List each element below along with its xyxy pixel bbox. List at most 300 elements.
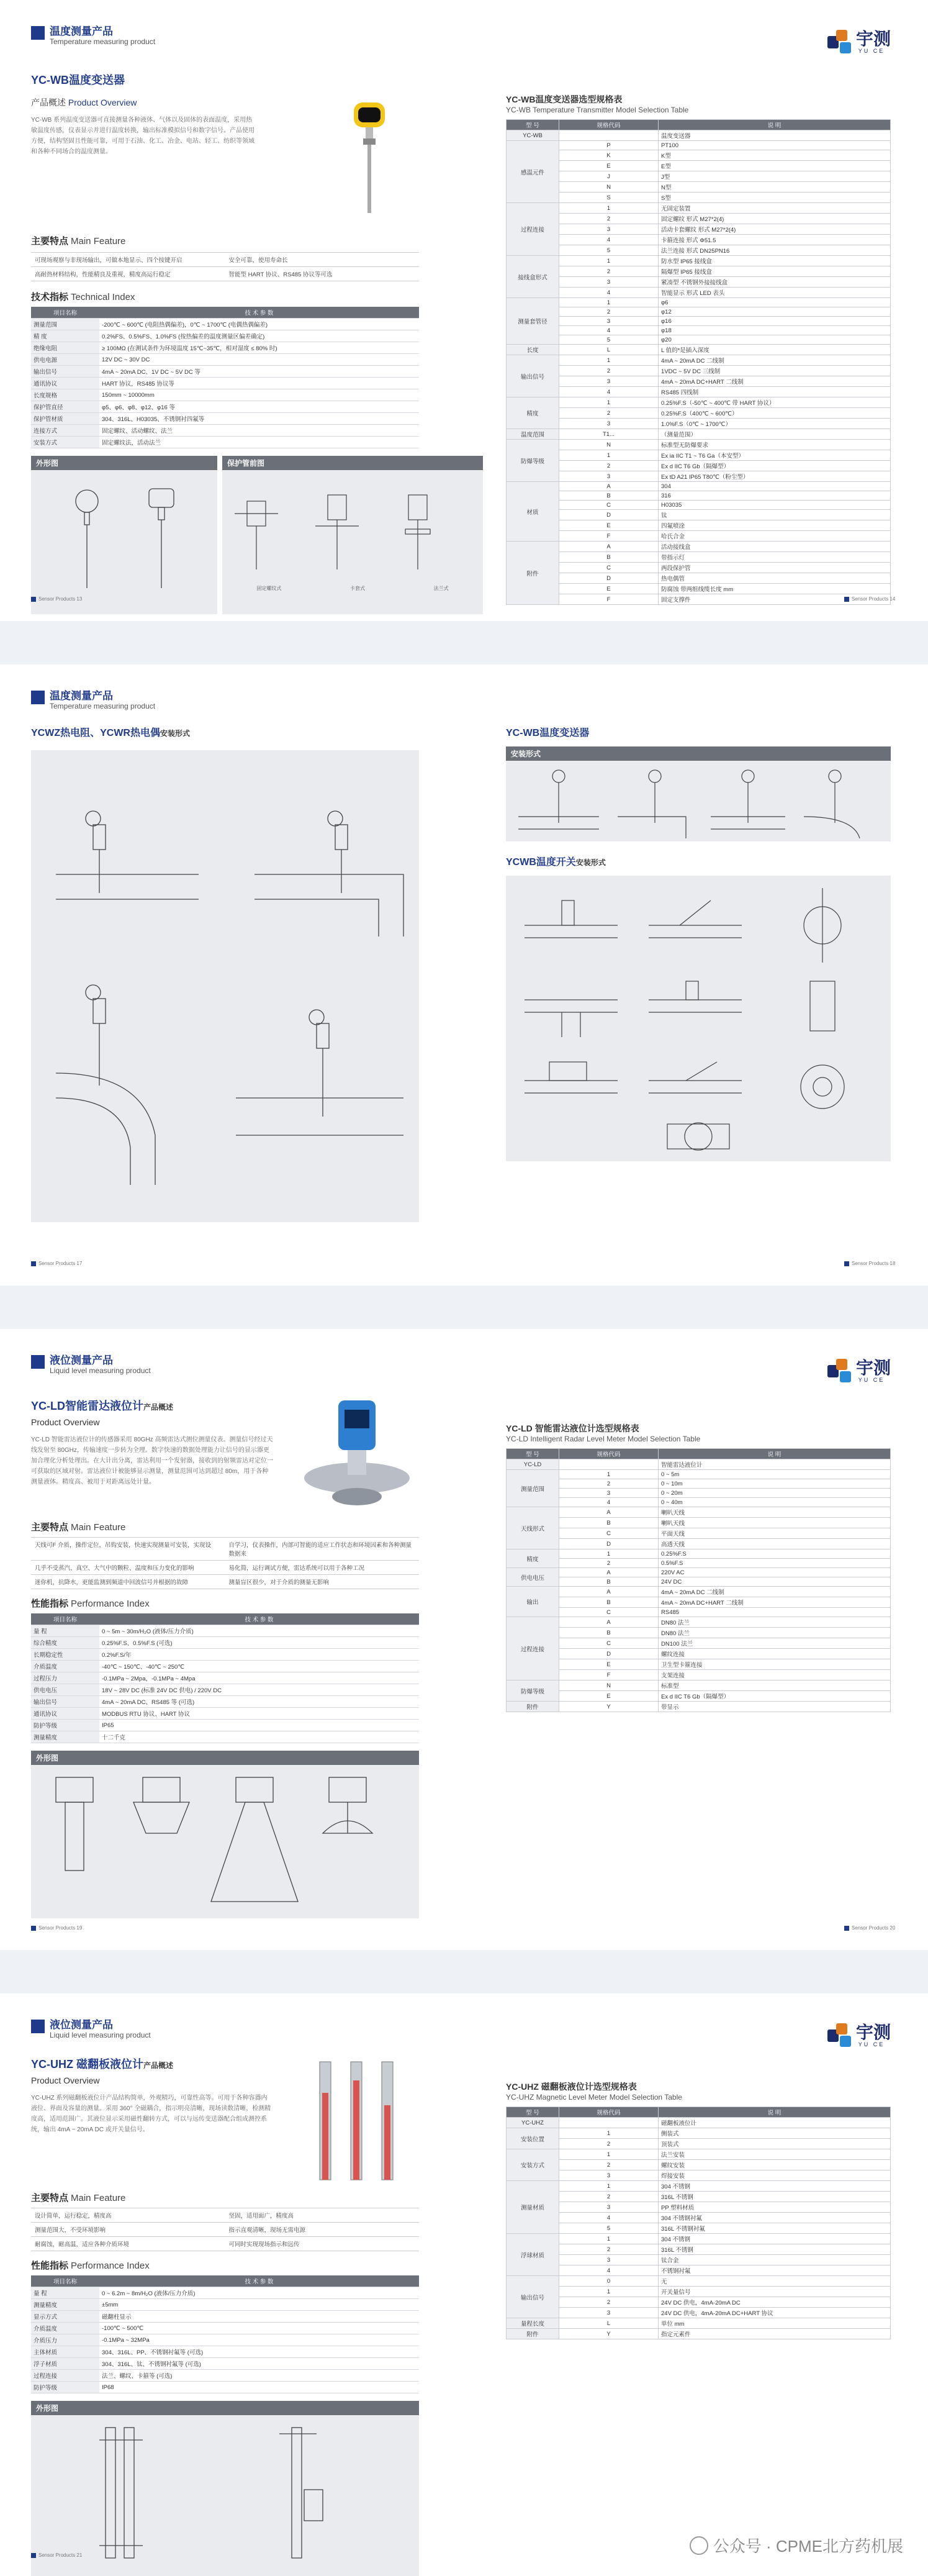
tech-value: 150mm ~ 10000mm — [99, 389, 419, 401]
selection-code: D — [559, 1649, 659, 1659]
drawing-title: 外形图 — [31, 2401, 419, 2415]
selection-desc: 卫生型卡箍连接 — [659, 1659, 891, 1670]
selection-desc: Ex d IIC T6 Gb（隔爆型） — [659, 1691, 891, 1702]
selection-desc: RS485 — [659, 1608, 891, 1617]
features-en: Main Feature — [71, 1522, 126, 1533]
selection-row — [507, 366, 891, 376]
selection-desc: 24V DC 供电，4mA-20mA DC+HART 协议 — [659, 2308, 891, 2318]
selection-group: 测量套管径 — [507, 298, 559, 345]
selection-code: 4 — [559, 1498, 659, 1507]
selection-row — [507, 161, 891, 171]
selection-group: 防爆等级 — [507, 440, 559, 482]
tech-row — [31, 2299, 419, 2311]
selection-desc: 固定螺纹 形式 M27*2(4) — [659, 214, 891, 224]
selection-code: L — [559, 345, 659, 355]
selection-code: 3 — [559, 471, 659, 482]
tech-key: 介质温度 — [31, 1661, 99, 1672]
tech-row — [31, 1731, 419, 1743]
features-en: Main Feature — [71, 2193, 126, 2203]
tech-key: 浮子材质 — [31, 2358, 99, 2370]
selection-desc: 钛 — [659, 510, 891, 520]
selection-group: 量程长度 — [507, 2318, 559, 2329]
selection-desc: 平面天线 — [659, 1528, 891, 1539]
selection-row — [507, 1470, 891, 1479]
tech-row — [31, 319, 419, 330]
selection-code: S — [559, 193, 659, 203]
tech-value: 0 ~ 5m ~ 30m/H₂O (液体/压力介质) — [99, 1625, 419, 1637]
selection-desc: 开关量信号 — [659, 2287, 891, 2297]
product-title: YC-LD智能雷达液位计 — [31, 1400, 143, 1412]
tech-zh: 技术指标 — [31, 292, 69, 302]
selection-code: D — [559, 510, 659, 520]
tech-row — [31, 1696, 419, 1708]
tech-value: -100℃ ~ 500℃ — [99, 2323, 419, 2334]
tech-row — [31, 2323, 419, 2334]
selection-desc: 两段保护管 — [659, 563, 891, 573]
right-column — [506, 2080, 891, 2339]
selection-desc: 带显示 — [659, 1702, 891, 1712]
tech-value: φ5、φ6、φ8、φ12、φ16 等 — [99, 401, 419, 413]
tech-head: 项目名称 — [31, 307, 99, 319]
product-title: YC-WB温度变送器 — [31, 74, 125, 86]
selection-code: 4 — [559, 2265, 659, 2276]
selection-row — [507, 2213, 891, 2223]
tech-key: 主体材质 — [31, 2346, 99, 2358]
selection-row — [507, 552, 891, 563]
left-column — [31, 2056, 419, 2576]
install-title-wb: YC-WB温度变送器 — [506, 728, 590, 738]
selection-row — [507, 214, 891, 224]
performance-table — [31, 2275, 419, 2393]
tech-row — [31, 437, 419, 448]
page-separator — [0, 621, 928, 664]
selection-code: 2 — [559, 1479, 659, 1489]
selection-row — [507, 171, 891, 182]
tech-row — [31, 1720, 419, 1731]
category-bar — [31, 26, 45, 40]
selection-desc: S型 — [659, 193, 891, 203]
selection-desc: 304 — [659, 482, 891, 491]
tech-key: 过程连接 — [31, 2370, 99, 2382]
selection-desc: 316L 不锈钢衬氟 — [659, 2223, 891, 2234]
install-drawing-area — [31, 750, 419, 1222]
drawing-caption: 固定螺纹式 — [256, 586, 282, 591]
selection-row — [507, 266, 891, 277]
selection-group: 测量范围 — [507, 1470, 559, 1507]
selection-row — [507, 1518, 891, 1528]
selection-code: B — [559, 1597, 659, 1608]
selection-code: 3 — [559, 419, 659, 429]
selection-desc: 带指示灯 — [659, 552, 891, 563]
wb-install-area — [506, 761, 891, 841]
selection-desc: 钛合金 — [659, 2255, 891, 2265]
tech-value: IP68 — [99, 2382, 419, 2393]
product-image-magnetic — [295, 2056, 419, 2186]
selection-row — [507, 2192, 891, 2202]
selection-row — [507, 1559, 891, 1568]
brand-logo — [827, 30, 891, 55]
left-column — [31, 725, 419, 1222]
selection-desc: 隔爆型 IP65 接线盒 — [659, 266, 891, 277]
selection-row — [507, 1691, 891, 1702]
selection-code: 4 — [559, 326, 659, 335]
selection-desc: 高透天线 — [659, 1539, 891, 1549]
right-column — [506, 1422, 891, 1712]
selection-desc: 标准型 — [659, 1680, 891, 1691]
perf-en: Performance Index — [71, 1599, 150, 1609]
selection-desc: 卡箍连接 形式 Φ51.5 — [659, 235, 891, 245]
tech-key: 保护管直径 — [31, 401, 99, 413]
selection-desc: 活动接线盒 — [659, 542, 891, 552]
selection-row — [507, 317, 891, 326]
tech-row — [31, 389, 419, 401]
selection-desc: 0 ~ 40m — [659, 1498, 891, 1507]
feature-item: 坚固，适用面广，精度高 — [225, 2208, 420, 2223]
selection-desc: 0 ~ 10m — [659, 1479, 891, 1489]
selection-row — [507, 450, 891, 461]
tech-row — [31, 378, 419, 389]
tech-key: 测量精度 — [31, 1731, 99, 1743]
selection-desc: 活动卡套螺纹 形式 M27*2(4) — [659, 224, 891, 235]
selection-desc: H03035 — [659, 501, 891, 510]
features-zh: 主要特点 — [31, 2193, 69, 2203]
selection-group: 测量材质 — [507, 2181, 559, 2234]
selection-code: 3 — [559, 376, 659, 387]
selection-code: 2 — [559, 266, 659, 277]
selection-row — [507, 2308, 891, 2318]
drawing-caption: 法兰式 — [433, 586, 449, 591]
selection-desc: 指定元素件 — [659, 2329, 891, 2339]
feature-item: 安全可靠，使用寿命长 — [225, 253, 420, 267]
tech-row — [31, 1672, 419, 1684]
tech-key: 绝缘电阻 — [31, 342, 99, 354]
selection-desc: （测量范围） — [659, 429, 891, 440]
selection-code: F — [559, 1670, 659, 1680]
selection-row — [507, 2170, 891, 2181]
selection-code: 3 — [559, 317, 659, 326]
selection-desc: 四氟喷涂 — [659, 520, 891, 531]
tech-row — [31, 342, 419, 354]
selection-row — [507, 235, 891, 245]
perf-zh: 性能指标 — [31, 1599, 69, 1609]
tech-value: 固定螺纹、活动螺纹、法兰 — [99, 425, 419, 437]
selection-desc: 喇叭天线 — [659, 1518, 891, 1528]
selection-desc: φ18 — [659, 326, 891, 335]
selection-table — [506, 1448, 891, 1712]
selection-row — [507, 429, 891, 440]
overview-en: Product Overview — [31, 2075, 100, 2085]
selection-desc: 法兰连接 形式 DN25PN16 — [659, 245, 891, 256]
selection-code: 4 — [559, 2213, 659, 2223]
tech-value: -0.1MPa ~ 32MPa — [99, 2334, 419, 2346]
category-en: Liquid level measuring product — [50, 1366, 151, 1375]
selection-desc: Ex d IIC T6 Gb（隔爆型） — [659, 461, 891, 471]
sel-head: 规格代码 — [559, 120, 659, 130]
drawing-left-title: 外形图 — [31, 456, 217, 470]
selection-row — [507, 419, 891, 429]
install-bar: 安装形式 — [506, 746, 891, 761]
selection-row — [507, 130, 891, 141]
tech-key: 长度规格 — [31, 389, 99, 401]
install-title-suffix: 安装形式 — [160, 729, 191, 738]
selection-desc: 无 — [659, 2276, 891, 2287]
sel-head: 说 明 — [659, 2107, 891, 2118]
selection-row — [507, 491, 891, 501]
right-column — [506, 93, 891, 605]
feature-item: 智能型 HART 协议、RS485 协议等可选 — [225, 267, 420, 281]
tech-row — [31, 413, 419, 425]
overview-text: YC-UHZ 系列磁翻板液位计产品结构简单，外观精巧，可靠性高等。可用于各种容器内液位、界面及容量的测量。采用 360° 全磁耦合，指示明亮清晰，现场读数清晰，检测精度高，适用范围广。其液位显示采用磁性翻转方式，可以与远传变送器配合组成测控系统，输出 4mA ~ 20mA DC 或开关量信号。 — [31, 2095, 271, 2133]
selection-desc: 紧凑型 不锈钢外接接线盒 — [659, 277, 891, 288]
selection-desc: 316L 不锈钢 — [659, 2192, 891, 2202]
install-title-switch-suffix: 安装形式 — [575, 858, 606, 867]
selection-row — [507, 203, 891, 214]
tech-key: 量 程 — [31, 1625, 99, 1637]
tech-value: -200℃ ~ 600℃ (电阻热偶偏差)，0℃ ~ 1700℃ (电偶热偶偏差) — [99, 319, 419, 330]
selection-desc: Ex tD A21 IP65 T80℃（粉尘型） — [659, 471, 891, 482]
selection-desc: 不锈钢衬氟 — [659, 2265, 891, 2276]
category-header — [31, 691, 155, 710]
selection-row — [507, 2234, 891, 2244]
selection-code: 4 — [559, 288, 659, 298]
selection-code: C — [559, 1638, 659, 1649]
tech-head: 技 术 参 数 — [99, 307, 419, 319]
selection-code: 1 — [559, 1549, 659, 1559]
selection-desc: 0 ~ 20m — [659, 1489, 891, 1498]
overview-en: Product Overview — [31, 1417, 100, 1427]
selection-desc: 智能雷达液位计 — [659, 1459, 891, 1470]
selection-row — [507, 1489, 891, 1498]
selection-group: 接线盒形式 — [507, 256, 559, 298]
selection-code: D — [559, 1539, 659, 1549]
selection-code: E — [559, 1659, 659, 1670]
category-en: Temperature measuring product — [50, 37, 156, 46]
selection-code: 4 — [559, 387, 659, 397]
overview-zh: 产品概述 — [31, 98, 66, 107]
tech-value: 0.2%F.S/年 — [99, 1649, 419, 1661]
feature-item: 指示直观清晰，现场无需电源 — [225, 2223, 420, 2237]
features-en: Main Feature — [71, 236, 126, 247]
tech-row — [31, 1684, 419, 1696]
outline-drawing — [31, 2415, 419, 2576]
tech-row — [31, 2311, 419, 2323]
selection-code: T1... — [559, 429, 659, 440]
selection-group: 感温元件 — [507, 141, 559, 203]
selection-title-zh: YC-UHZ 磁翻板液位计选型规格表 — [506, 2082, 637, 2092]
tech-key: 测量范围 — [31, 319, 99, 330]
feature-item: 迷你机，抗降水，更能监测到频道中回波信号并根据的故障 — [31, 1575, 225, 1589]
tech-value: -40℃ ~ 150℃、-40℃ ~ 250℃ — [99, 1661, 419, 1672]
selection-row — [507, 1597, 891, 1608]
selection-code: L — [559, 2318, 659, 2329]
selection-desc: 0.25%F.S — [659, 1549, 891, 1559]
page-separator — [0, 1950, 928, 1993]
selection-row — [507, 2287, 891, 2297]
selection-desc: 顶装式 — [659, 2139, 891, 2149]
selection-code: 2 — [559, 366, 659, 376]
selection-row — [507, 1680, 891, 1691]
tech-value: 十二千克 — [99, 1731, 419, 1743]
selection-desc: J型 — [659, 171, 891, 182]
selection-code: 1 — [559, 203, 659, 214]
tech-head: 项目名称 — [31, 2275, 99, 2287]
page-3 — [0, 1329, 928, 1950]
drawing-outline — [31, 1751, 419, 1918]
selection-group: 输出信号 — [507, 355, 559, 397]
selection-code: 3 — [559, 277, 659, 288]
selection-row — [507, 2244, 891, 2255]
selection-row — [507, 1528, 891, 1539]
selection-row — [507, 542, 891, 552]
selection-code: 2 — [559, 1559, 659, 1568]
selection-desc: 法兰安装 — [659, 2149, 891, 2160]
tech-value: 0.2%FS、0.5%FS、1.0%FS (按热偏差的温度测量区偏差确定) — [99, 330, 419, 342]
selection-code: 3 — [559, 1489, 659, 1498]
logo-icon — [827, 1359, 852, 1384]
product-title-suffix: 产品概述 — [143, 1403, 174, 1412]
selection-code: 5 — [559, 335, 659, 345]
selection-row — [507, 2265, 891, 2276]
selection-row — [507, 245, 891, 256]
feature-item: 自学习，仪表操作，内部可智能的适应工作状态和环境因素和各种测量数据来 — [225, 1538, 420, 1561]
selection-code: 2 — [559, 2160, 659, 2170]
selection-row — [507, 1617, 891, 1628]
selection-row — [507, 2139, 891, 2149]
selection-code: A — [559, 1507, 659, 1518]
selection-code: 1 — [559, 2149, 659, 2160]
drawing-outline — [31, 2401, 419, 2576]
selection-code: A — [559, 1617, 659, 1628]
category-bar — [31, 2020, 45, 2033]
tech-key: 测量精度 — [31, 2299, 99, 2311]
perf-en: Performance Index — [71, 2261, 150, 2271]
selection-row — [507, 471, 891, 482]
tech-value: 4mA ~ 20mA DC、1V DC ~ 5V DC 等 — [99, 366, 419, 378]
product-title-suffix: 产品概述 — [143, 2061, 174, 2070]
features-list — [31, 252, 419, 281]
selection-desc: 无固定装置 — [659, 203, 891, 214]
selection-group: 浮球材质 — [507, 2234, 559, 2276]
selection-code: 1 — [559, 1470, 659, 1479]
selection-row — [507, 2149, 891, 2160]
selection-code — [559, 1459, 659, 1470]
tech-value: ≥ 100MΩ (在测试条件为环境温度 15℃~35℃，相对湿度 ≤ 80% 时) — [99, 342, 419, 354]
tech-head: 项目名称 — [31, 1613, 99, 1625]
selection-row — [507, 1459, 891, 1470]
tech-row — [31, 1625, 419, 1637]
selection-row — [507, 584, 891, 594]
selection-desc: φ20 — [659, 335, 891, 345]
selection-row — [507, 2329, 891, 2339]
selection-row — [507, 345, 891, 355]
selection-code: 2 — [559, 214, 659, 224]
selection-code — [559, 130, 659, 141]
selection-code: Y — [559, 2329, 659, 2339]
selection-row — [507, 408, 891, 419]
sel-head: 说 明 — [659, 1449, 891, 1459]
selection-code: A — [559, 482, 659, 491]
selection-row — [507, 397, 891, 408]
tech-key: 精 度 — [31, 330, 99, 342]
tech-value: 304、316L、钛、不锈钢衬氟等 (可选) — [99, 2358, 419, 2370]
category-zh: 温度测量产品 — [50, 690, 113, 702]
selection-code: 1 — [559, 2181, 659, 2192]
selection-code: 3 — [559, 2255, 659, 2265]
selection-row — [507, 1587, 891, 1597]
feature-item: 可同时实现现场指示和远传 — [225, 2237, 420, 2251]
selection-row — [507, 2128, 891, 2139]
selection-code — [559, 2118, 659, 2128]
selection-group: 精度 — [507, 1549, 559, 1568]
page-separator — [0, 1286, 928, 1329]
selection-desc: 24V DC — [659, 1577, 891, 1587]
selection-row — [507, 288, 891, 298]
brand-logo — [827, 1359, 891, 1384]
selection-row — [507, 2255, 891, 2265]
category-zh: 温度测量产品 — [50, 25, 113, 37]
selection-row — [507, 563, 891, 573]
selection-desc: φ16 — [659, 317, 891, 326]
category-header — [31, 1355, 151, 1375]
tech-key: 防护等级 — [31, 2382, 99, 2393]
brand-sub: YU CE — [858, 1377, 885, 1383]
selection-desc: 侧装式 — [659, 2128, 891, 2139]
selection-table — [506, 2107, 891, 2339]
feature-item: 易化简，运行调试方便，雷达系统可以用于各种工况 — [225, 1561, 420, 1575]
selection-code: 1 — [559, 2128, 659, 2139]
selection-desc: 0 ~ 5m — [659, 1470, 891, 1479]
tech-key: 长期稳定性 — [31, 1649, 99, 1661]
selection-code: B — [559, 1628, 659, 1638]
selection-desc: 1VDC ~ 5V DC 三线制 — [659, 366, 891, 376]
brand-name: 宇测 — [855, 1358, 891, 1377]
selection-code: 1 — [559, 355, 659, 366]
selection-row — [507, 256, 891, 266]
selection-code: N — [559, 440, 659, 450]
category-zh: 液位测量产品 — [50, 1354, 113, 1366]
switch-install-drawing — [506, 876, 891, 1161]
selection-code: P — [559, 141, 659, 150]
selection-code: 3 — [559, 224, 659, 235]
sel-head: 型 号 — [507, 1449, 559, 1459]
selection-row — [507, 326, 891, 335]
selection-desc: 1.0%F.S（0℃ ~ 1700℃） — [659, 419, 891, 429]
selection-row — [507, 2318, 891, 2329]
selection-row — [507, 1670, 891, 1680]
selection-row — [507, 2118, 891, 2128]
selection-desc: 304 不锈钢 — [659, 2181, 891, 2192]
tech-value: 304、316L、PP、不锈钢衬氟等 (可选) — [99, 2346, 419, 2358]
drawing-protection — [222, 456, 483, 614]
selection-code: 1 — [559, 397, 659, 408]
selection-row — [507, 1577, 891, 1587]
tech-head: 技 术 参 数 — [99, 1613, 419, 1625]
tech-key: 连接方式 — [31, 425, 99, 437]
category-bar — [31, 691, 45, 704]
tech-en: Technical Index — [71, 292, 135, 302]
selection-group: 安装位置 — [507, 2128, 559, 2149]
selection-row — [507, 376, 891, 387]
selection-desc: φ6 — [659, 298, 891, 307]
selection-row — [507, 150, 891, 161]
left-column — [31, 71, 449, 614]
selection-row — [507, 1549, 891, 1559]
selection-row — [507, 573, 891, 584]
tech-value: MODBUS RTU 协议、HART 协议 — [99, 1708, 419, 1720]
selection-row — [507, 1649, 891, 1659]
tech-value: IP65 — [99, 1720, 419, 1731]
tech-table — [31, 307, 419, 448]
